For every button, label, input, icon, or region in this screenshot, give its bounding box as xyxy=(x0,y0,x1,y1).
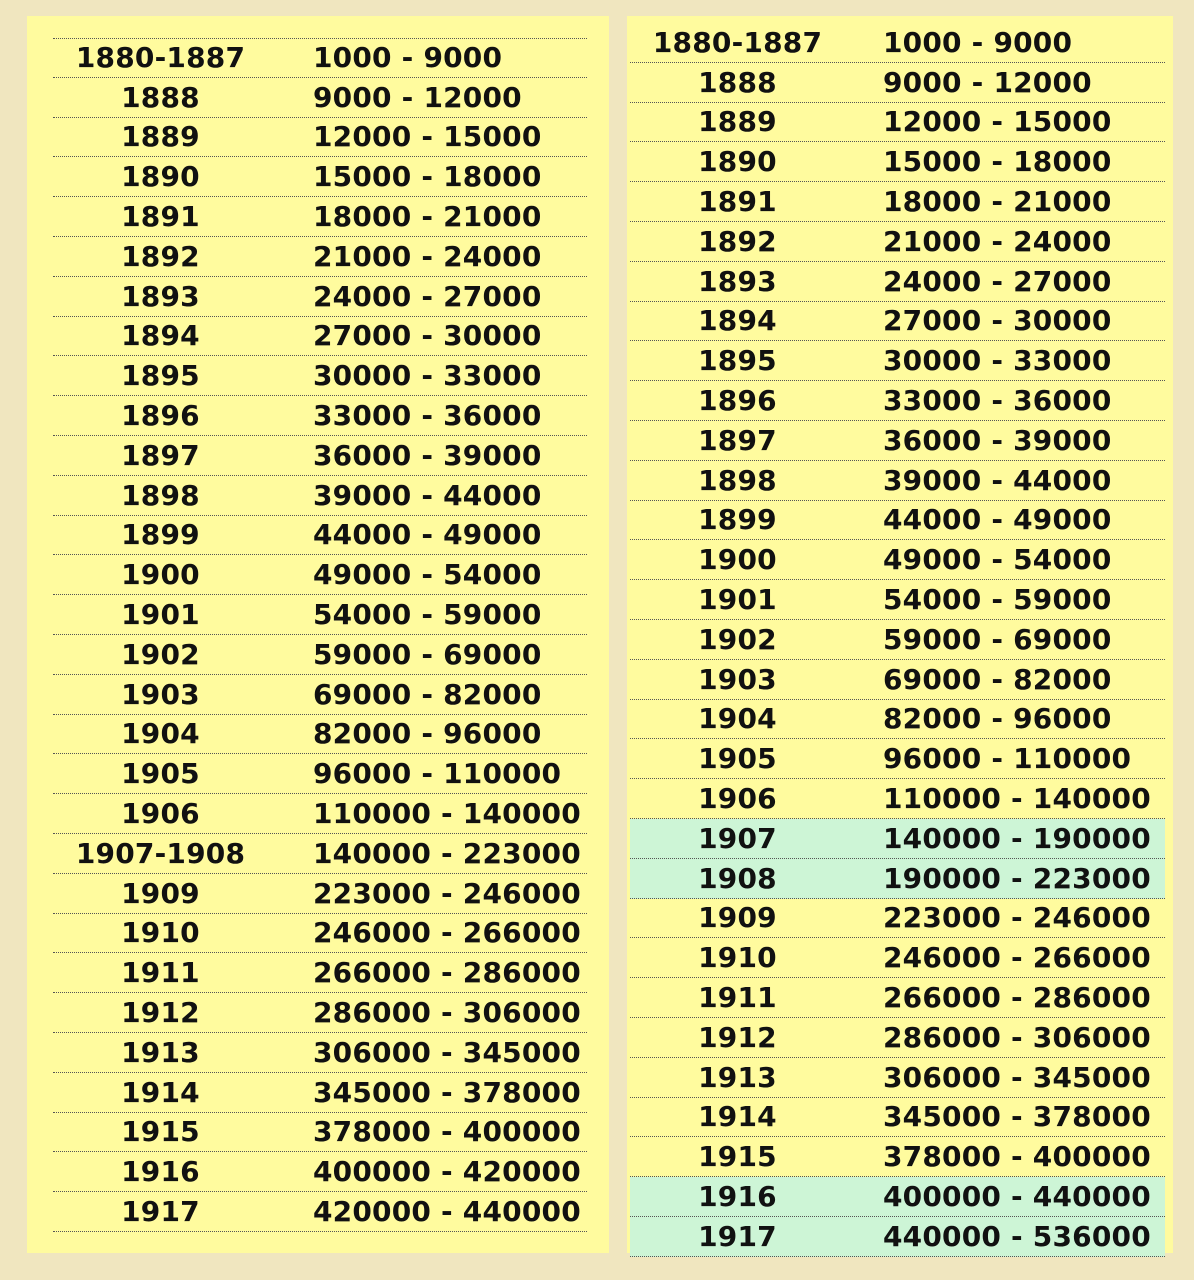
row-serial-range: 286000 - 306000 xyxy=(883,1020,1151,1054)
row-year: 1904 xyxy=(121,717,200,751)
row-year: 1910 xyxy=(121,916,200,950)
row-serial-range: 12000 - 15000 xyxy=(313,120,542,154)
row-serial-range: 306000 - 345000 xyxy=(313,1035,581,1069)
row-year: 1891 xyxy=(121,200,200,234)
row-year: 1894 xyxy=(698,304,777,338)
row-serial-range: 440000 - 536000 xyxy=(883,1219,1151,1253)
row-year: 1901 xyxy=(698,583,777,617)
row-serial-range: 286000 - 306000 xyxy=(313,996,581,1030)
table-row xyxy=(630,302,1165,342)
table-row xyxy=(53,197,587,237)
right-serial-table xyxy=(627,16,1173,1253)
row-year: 1904 xyxy=(698,702,777,736)
row-serial-range: 378000 - 400000 xyxy=(313,1115,581,1149)
row-year: 1906 xyxy=(698,782,777,816)
row-year: 1901 xyxy=(121,598,200,632)
row-year: 1891 xyxy=(698,185,777,219)
table-row xyxy=(630,859,1165,899)
row-year: 1911 xyxy=(698,981,777,1015)
row-serial-range: 54000 - 59000 xyxy=(883,583,1112,617)
table-row xyxy=(53,476,587,516)
table-row xyxy=(53,675,587,715)
table-row xyxy=(630,978,1165,1018)
table-row xyxy=(53,38,587,78)
row-year: 1896 xyxy=(698,384,777,418)
row-year: 1905 xyxy=(698,742,777,776)
row-serial-range: 1000 - 9000 xyxy=(313,41,503,75)
table-row xyxy=(53,157,587,197)
row-serial-range: 190000 - 223000 xyxy=(883,861,1151,895)
row-serial-range: 24000 - 27000 xyxy=(883,264,1112,298)
row-serial-range: 1000 - 9000 xyxy=(883,25,1073,59)
row-serial-range: 9000 - 12000 xyxy=(313,80,522,114)
row-serial-range: 30000 - 33000 xyxy=(883,344,1112,378)
table-row xyxy=(630,23,1165,63)
row-serial-range: 27000 - 30000 xyxy=(883,304,1112,338)
row-serial-range: 49000 - 54000 xyxy=(313,558,542,592)
row-serial-range: 266000 - 286000 xyxy=(883,981,1151,1015)
row-serial-range: 39000 - 44000 xyxy=(883,463,1112,497)
row-serial-range: 69000 - 82000 xyxy=(313,677,542,711)
table-row xyxy=(630,660,1165,700)
table-row xyxy=(53,396,587,436)
table-row xyxy=(630,501,1165,541)
row-year: 1908 xyxy=(698,861,777,895)
table-row xyxy=(630,620,1165,660)
row-year: 1915 xyxy=(698,1140,777,1174)
row-year: 1912 xyxy=(698,1020,777,1054)
row-year: 1914 xyxy=(698,1100,777,1134)
row-serial-range: 59000 - 69000 xyxy=(313,637,542,671)
table-row xyxy=(53,356,587,396)
table-row xyxy=(53,317,587,357)
table-row xyxy=(53,436,587,476)
row-year: 1903 xyxy=(121,677,200,711)
row-serial-range: 36000 - 39000 xyxy=(313,438,542,472)
row-year: 1890 xyxy=(121,160,200,194)
table-row xyxy=(630,540,1165,580)
table-row xyxy=(53,715,587,755)
row-year: 1900 xyxy=(698,543,777,577)
row-serial-range: 223000 - 246000 xyxy=(313,876,581,910)
row-serial-range: 69000 - 82000 xyxy=(883,662,1112,696)
table-row xyxy=(53,555,587,595)
row-year: 1914 xyxy=(121,1075,200,1109)
row-serial-range: 306000 - 345000 xyxy=(883,1060,1151,1094)
table-row xyxy=(53,834,587,874)
row-year: 1909 xyxy=(698,901,777,935)
row-serial-range: 96000 - 110000 xyxy=(313,757,562,791)
row-serial-range: 345000 - 378000 xyxy=(313,1075,581,1109)
row-year: 1916 xyxy=(121,1155,200,1189)
row-year: 1880-1887 xyxy=(75,41,246,75)
row-serial-range: 33000 - 36000 xyxy=(313,399,542,433)
row-serial-range: 30000 - 33000 xyxy=(313,359,542,393)
table-row xyxy=(53,953,587,993)
row-serial-range: 420000 - 440000 xyxy=(313,1195,581,1228)
table-row xyxy=(630,938,1165,978)
table-row xyxy=(53,1033,587,1073)
row-serial-range: 44000 - 49000 xyxy=(883,503,1112,537)
table-row xyxy=(53,1152,587,1192)
row-year: 1913 xyxy=(121,1035,200,1069)
row-year: 1909 xyxy=(121,876,200,910)
row-year: 1888 xyxy=(698,65,777,99)
table-row xyxy=(53,874,587,914)
row-serial-range: 246000 - 266000 xyxy=(883,941,1151,975)
row-year: 1917 xyxy=(121,1195,200,1228)
row-serial-range: 54000 - 59000 xyxy=(313,598,542,632)
row-serial-range: 44000 - 49000 xyxy=(313,518,542,552)
row-serial-range: 140000 - 223000 xyxy=(313,836,581,870)
table-row xyxy=(53,78,587,118)
row-serial-range: 21000 - 24000 xyxy=(313,239,542,273)
table-row xyxy=(53,993,587,1033)
row-year: 1890 xyxy=(698,145,777,179)
table-row xyxy=(630,1217,1165,1257)
row-year: 1913 xyxy=(698,1060,777,1094)
row-serial-range: 110000 - 140000 xyxy=(313,797,581,831)
table-row xyxy=(630,739,1165,779)
row-serial-range: 27000 - 30000 xyxy=(313,319,542,353)
left-serial-table xyxy=(27,16,609,1253)
row-serial-range: 21000 - 24000 xyxy=(883,224,1112,258)
table-row xyxy=(630,262,1165,302)
table-row xyxy=(630,381,1165,421)
row-year: 1892 xyxy=(121,239,200,273)
table-row xyxy=(630,421,1165,461)
row-year: 1894 xyxy=(121,319,200,353)
table-row xyxy=(53,516,587,556)
row-year: 1895 xyxy=(121,359,200,393)
table-row xyxy=(53,277,587,317)
row-year: 1893 xyxy=(121,279,200,313)
table-row xyxy=(53,1073,587,1113)
table-row xyxy=(630,1018,1165,1058)
row-year: 1897 xyxy=(121,438,200,472)
row-serial-range: 400000 - 420000 xyxy=(313,1155,581,1189)
row-year: 1893 xyxy=(698,264,777,298)
table-row xyxy=(53,118,587,158)
table-row xyxy=(630,1058,1165,1098)
table-row xyxy=(630,1177,1165,1217)
table-row xyxy=(630,1137,1165,1177)
table-row xyxy=(630,700,1165,740)
table-row xyxy=(53,794,587,834)
table-row xyxy=(53,754,587,794)
table-row xyxy=(630,1098,1165,1138)
table-row xyxy=(630,63,1165,103)
row-serial-range: 15000 - 18000 xyxy=(313,160,542,194)
row-year: 1896 xyxy=(121,399,200,433)
row-year: 1899 xyxy=(698,503,777,537)
row-year: 1910 xyxy=(698,941,777,975)
row-serial-range: 140000 - 190000 xyxy=(883,821,1151,855)
row-year: 1899 xyxy=(121,518,200,552)
row-year: 1902 xyxy=(698,622,777,656)
row-year: 1880-1887 xyxy=(652,25,823,59)
table-row xyxy=(630,580,1165,620)
table-row xyxy=(630,182,1165,222)
row-year: 1917 xyxy=(698,1219,777,1253)
table-row xyxy=(53,237,587,277)
row-serial-range: 49000 - 54000 xyxy=(883,543,1112,577)
row-year: 1892 xyxy=(698,224,777,258)
table-row xyxy=(53,595,587,635)
row-serial-range: 378000 - 400000 xyxy=(883,1140,1151,1174)
row-serial-range: 266000 - 286000 xyxy=(313,956,581,990)
table-row xyxy=(630,779,1165,819)
row-year: 1906 xyxy=(121,797,200,831)
row-year: 1889 xyxy=(698,105,777,139)
row-serial-range: 223000 - 246000 xyxy=(883,901,1151,935)
row-serial-range: 96000 - 110000 xyxy=(883,742,1132,776)
table-row xyxy=(630,341,1165,381)
row-serial-range: 36000 - 39000 xyxy=(883,423,1112,457)
row-year: 1900 xyxy=(121,558,200,592)
row-year: 1898 xyxy=(121,478,200,512)
row-serial-range: 9000 - 12000 xyxy=(883,65,1092,99)
row-year: 1889 xyxy=(121,120,200,154)
row-year: 1907 xyxy=(698,821,777,855)
row-serial-range: 110000 - 140000 xyxy=(883,782,1151,816)
table-row xyxy=(630,103,1165,143)
row-serial-range: 15000 - 18000 xyxy=(883,145,1112,179)
row-year: 1895 xyxy=(698,344,777,378)
table-row xyxy=(630,899,1165,939)
row-serial-range: 246000 - 266000 xyxy=(313,916,581,950)
row-year: 1903 xyxy=(698,662,777,696)
row-serial-range: 18000 - 21000 xyxy=(313,200,542,234)
row-serial-range: 82000 - 96000 xyxy=(883,702,1112,736)
row-year: 1916 xyxy=(698,1180,777,1213)
row-serial-range: 400000 - 440000 xyxy=(883,1180,1151,1213)
row-serial-range: 12000 - 15000 xyxy=(883,105,1112,139)
table-row xyxy=(630,461,1165,501)
table-row xyxy=(630,222,1165,262)
row-year: 1912 xyxy=(121,996,200,1030)
row-serial-range: 59000 - 69000 xyxy=(883,622,1112,656)
row-year: 1905 xyxy=(121,757,200,791)
table-row xyxy=(53,914,587,954)
row-year: 1898 xyxy=(698,463,777,497)
row-serial-range: 345000 - 378000 xyxy=(883,1100,1151,1134)
row-serial-range: 33000 - 36000 xyxy=(883,384,1112,418)
row-year: 1902 xyxy=(121,637,200,671)
row-year: 1911 xyxy=(121,956,200,990)
table-row xyxy=(53,635,587,675)
row-serial-range: 18000 - 21000 xyxy=(883,185,1112,219)
table-row xyxy=(53,1192,587,1232)
row-serial-range: 24000 - 27000 xyxy=(313,279,542,313)
table-row xyxy=(630,142,1165,182)
row-serial-range: 39000 - 44000 xyxy=(313,478,542,512)
row-year: 1907-1908 xyxy=(75,836,246,870)
table-row xyxy=(630,819,1165,859)
row-year: 1897 xyxy=(698,423,777,457)
table-row xyxy=(53,1113,587,1153)
row-year: 1888 xyxy=(121,80,200,114)
row-serial-range: 82000 - 96000 xyxy=(313,717,542,751)
row-year: 1915 xyxy=(121,1115,200,1149)
